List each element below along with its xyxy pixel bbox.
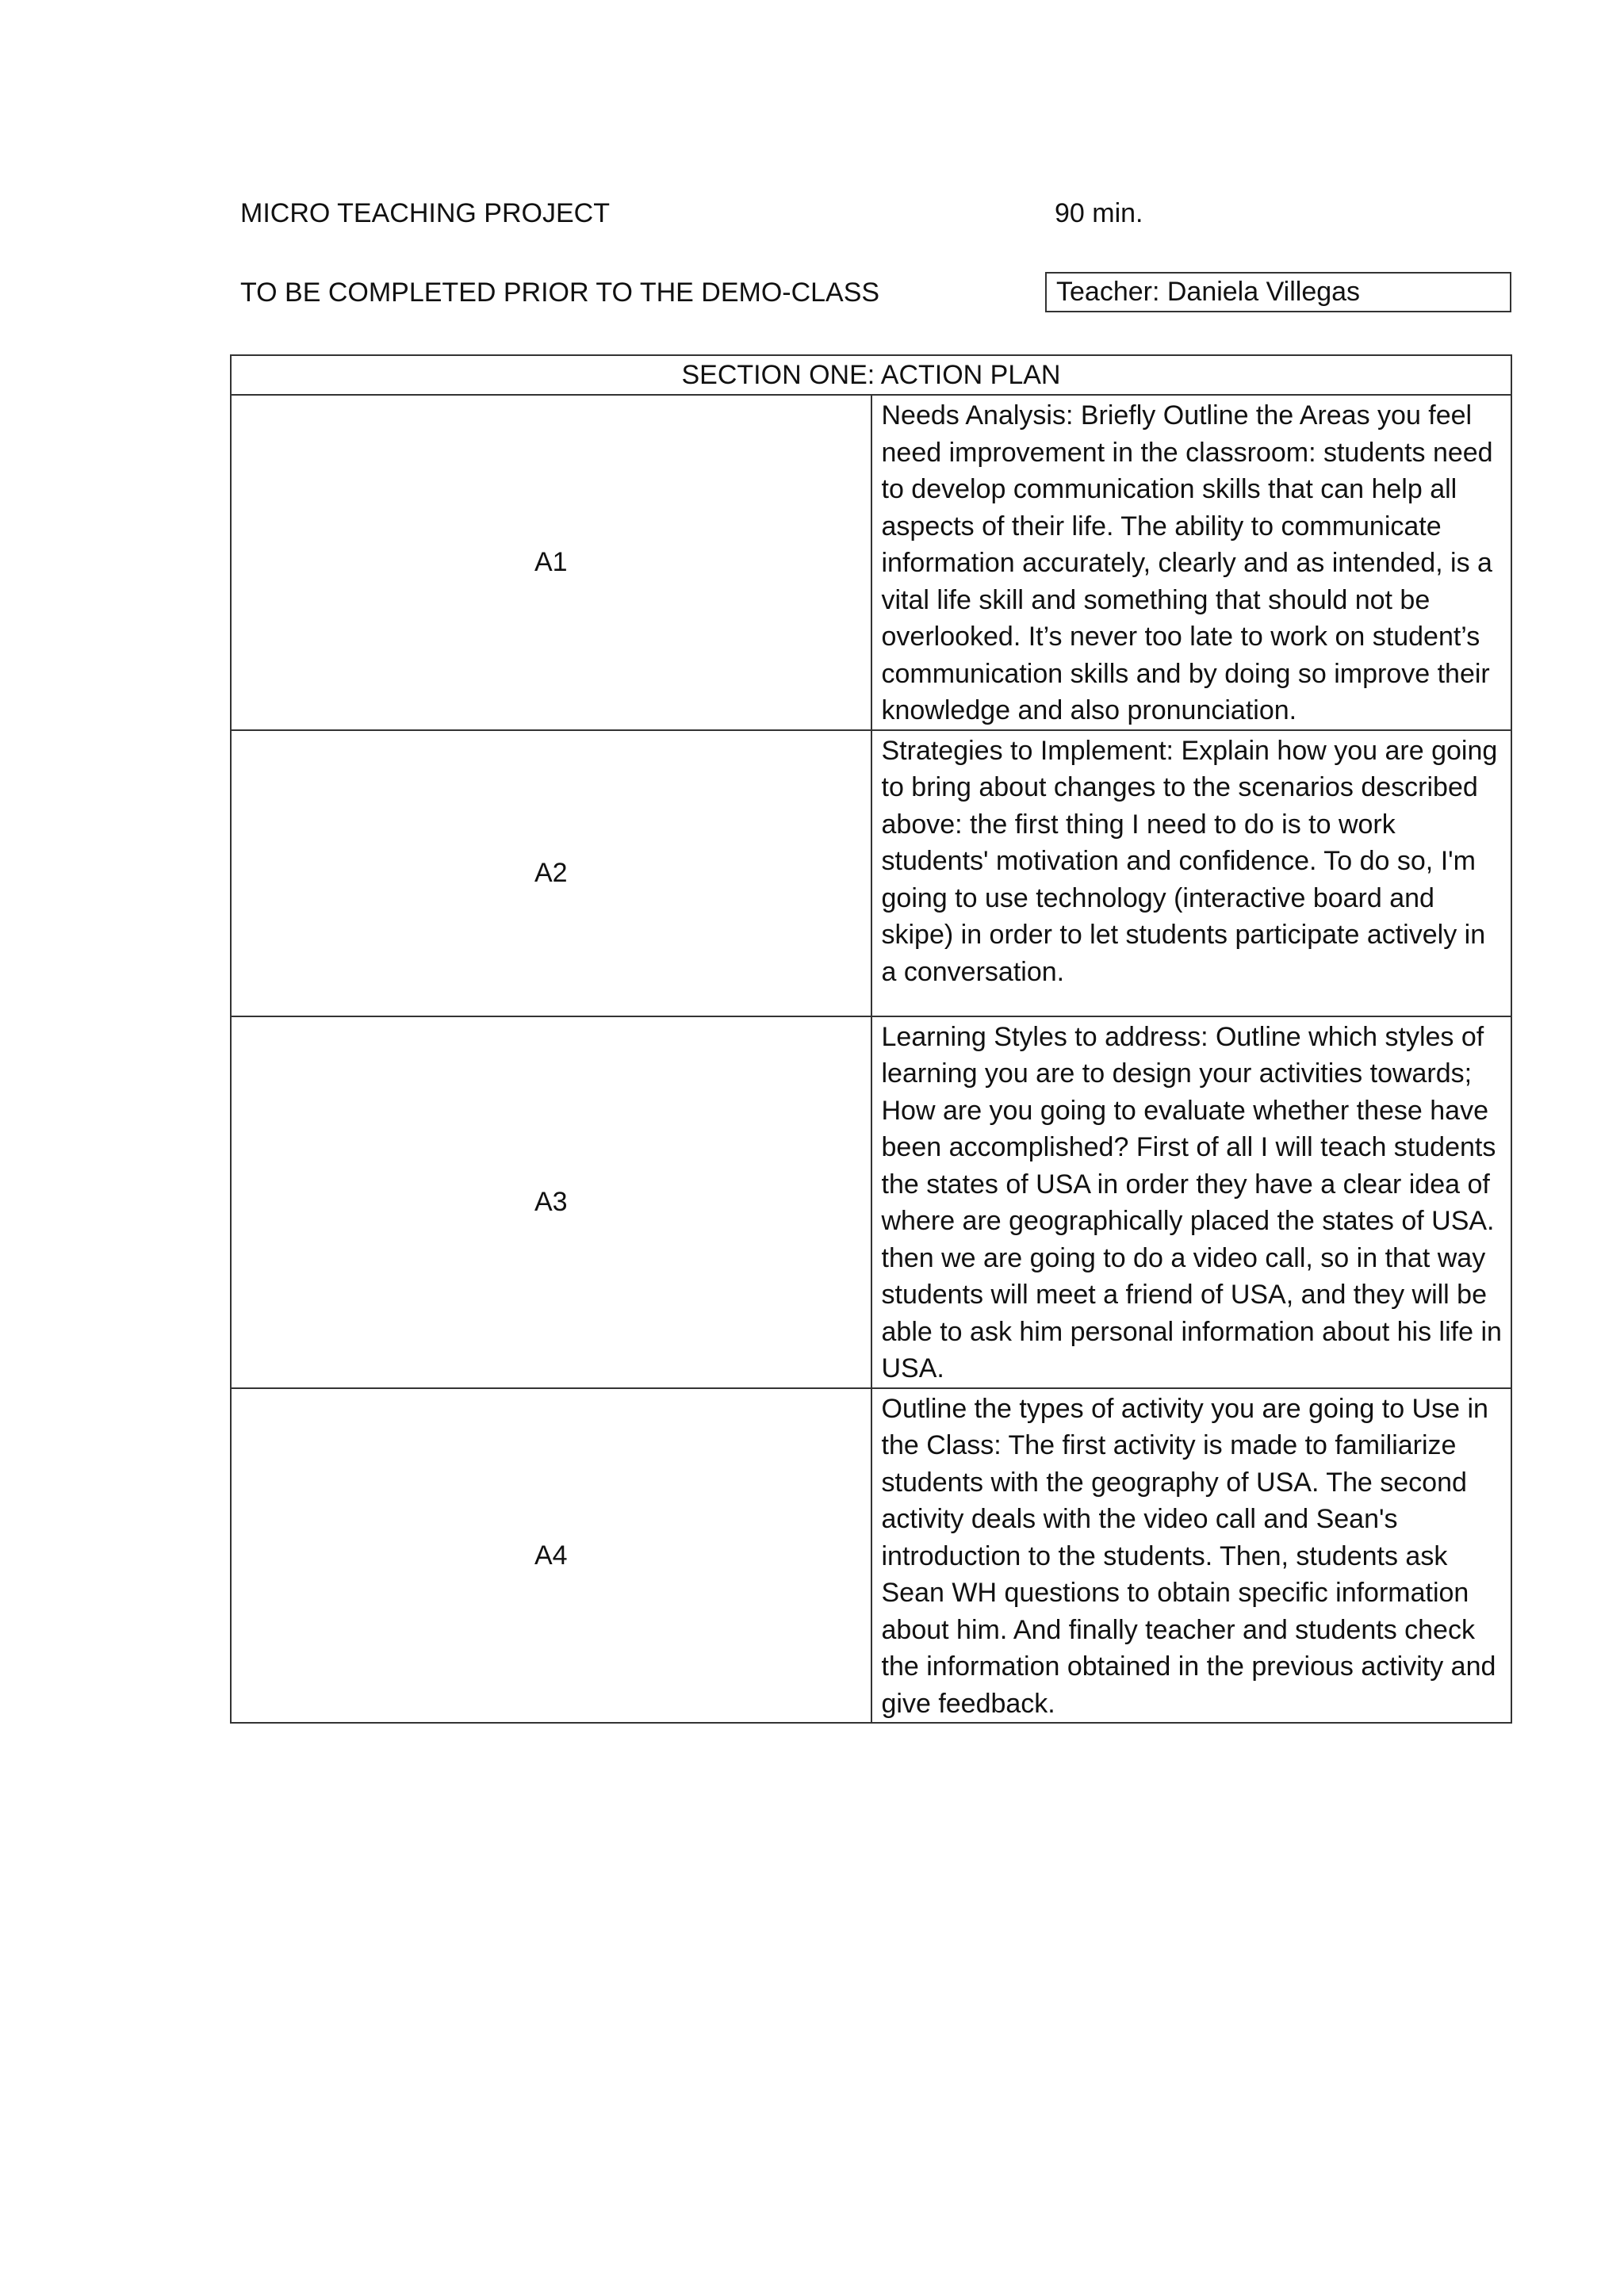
row-id: A4 [231,1388,871,1724]
table-row [231,1388,1511,1724]
row-content: Outline the types of activity you are going to Use in the Class: The first activity is made to familiarize students with the geography of USA. The second activity deals with the video call and Sean's introduction to the students. Then, students ask Sean WH questions to obtain specific information about him. And finally teacher and students check the information obtained in the previous activity and give feedback. [871,1388,1512,1724]
action-plan-table [230,354,1512,1724]
table-row [231,730,1511,1016]
row-content: Learning Styles to address: Outline which styles of learning you are to design your activities towards; How are you going to evaluate whether these have been accomplished? First of all I will teach students the states of USA in order they have a clear idea of where are geographically placed the states of USA. then we are going to do a video call, so in that way students will meet a friend of USA, and they will be able to ask him personal information about his life in USA. [871,1016,1512,1388]
teacher-field: Teacher: Daniela Villegas [1045,272,1511,312]
duration: 90 min. [1055,198,1143,228]
section-title: SECTION ONE: ACTION PLAN [231,355,1511,395]
table-row [231,1016,1511,1388]
section-header-row [231,355,1511,395]
project-title: MICRO TEACHING PROJECT [240,198,610,228]
row-id: A2 [231,730,871,1016]
row-content: Strategies to Implement: Explain how you are going to bring about changes to the scenarios described above: the first thing I need to do is to work students' motivation and confidence. To do so, I'm going to use technology (interactive board and skipe) in order to let students participate actively in a conversation. [871,730,1512,1016]
row-content: Needs Analysis: Briefly Outline the Areas you feel need improvement in the classroom: students need to develop communication skills that can help all aspects of their life. The ability to communicate information accurately, clearly and as intended, is a vital life skill and something that should not be overlooked. It’s never too late to work on student’s communication skills and by doing so improve their knowledge and also pronunciation. [871,395,1512,730]
table-row [231,395,1511,730]
row-id: A3 [231,1016,871,1388]
instruction-text: TO BE COMPLETED PRIOR TO THE DEMO-CLASS [240,277,880,308]
row-id: A1 [231,395,871,730]
